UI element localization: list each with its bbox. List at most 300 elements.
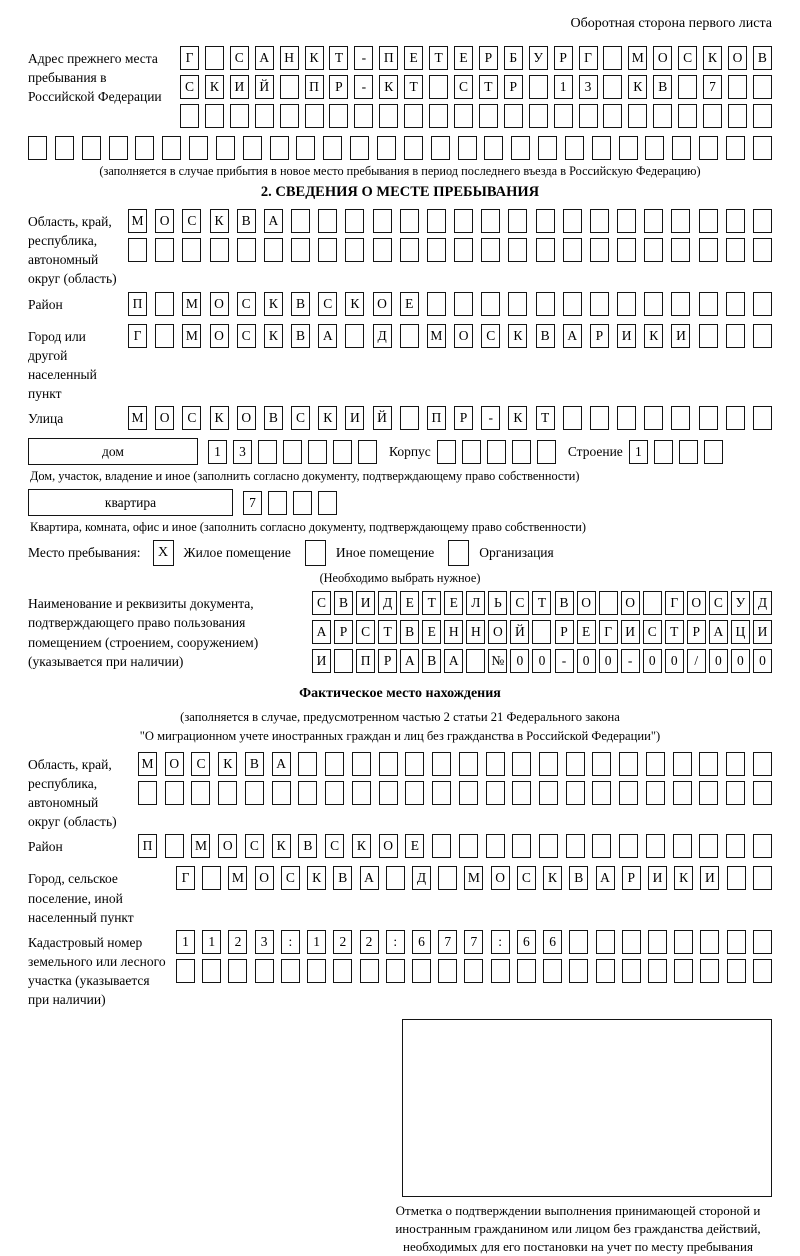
form-cell[interactable]: 0 <box>709 649 728 673</box>
form-cell[interactable]: К <box>674 866 693 890</box>
form-cell[interactable] <box>590 292 609 316</box>
form-cell[interactable] <box>379 781 398 805</box>
form-cell[interactable] <box>165 834 184 858</box>
form-cell[interactable] <box>699 324 718 348</box>
form-cell[interactable] <box>536 209 555 233</box>
form-cell[interactable] <box>255 104 274 128</box>
form-cell[interactable] <box>753 324 772 348</box>
form-cell[interactable] <box>350 136 369 160</box>
form-cell[interactable]: В <box>291 292 310 316</box>
form-cell[interactable]: Е <box>405 834 424 858</box>
form-cell[interactable] <box>481 209 500 233</box>
form-cell[interactable]: Т <box>665 620 684 644</box>
form-cell[interactable] <box>645 136 664 160</box>
form-cell[interactable]: Р <box>479 46 498 70</box>
form-cell[interactable] <box>726 834 745 858</box>
form-cell[interactable]: 1 <box>307 930 326 954</box>
form-cell[interactable] <box>176 959 195 983</box>
form-cell[interactable] <box>753 292 772 316</box>
form-cell[interactable]: 3 <box>579 75 598 99</box>
form-cell[interactable]: М <box>628 46 647 70</box>
form-cell[interactable] <box>753 834 772 858</box>
form-cell[interactable] <box>536 292 555 316</box>
form-cell[interactable]: К <box>318 406 337 430</box>
form-cell[interactable]: Т <box>422 591 441 615</box>
form-cell[interactable] <box>329 104 348 128</box>
form-cell[interactable] <box>753 104 772 128</box>
form-cell[interactable] <box>646 781 665 805</box>
form-cell[interactable] <box>579 104 598 128</box>
form-cell[interactable]: Е <box>454 46 473 70</box>
form-cell[interactable]: В <box>569 866 588 890</box>
form-cell[interactable]: М <box>128 406 147 430</box>
form-cell[interactable]: К <box>307 866 326 890</box>
form-cell[interactable] <box>429 75 448 99</box>
form-cell[interactable] <box>537 440 556 464</box>
form-cell[interactable]: А <box>563 324 582 348</box>
form-cell[interactable] <box>512 834 531 858</box>
form-cell[interactable]: К <box>508 406 527 430</box>
form-cell[interactable] <box>563 209 582 233</box>
form-cell[interactable]: Е <box>422 620 441 644</box>
form-cell[interactable] <box>529 75 548 99</box>
form-cell[interactable] <box>270 136 289 160</box>
form-cell[interactable] <box>727 959 746 983</box>
form-cell[interactable] <box>459 752 478 776</box>
form-cell[interactable] <box>202 959 221 983</box>
form-cell[interactable] <box>412 959 431 983</box>
form-cell[interactable] <box>432 834 451 858</box>
form-cell[interactable]: С <box>678 46 697 70</box>
form-cell[interactable]: К <box>508 324 527 348</box>
form-cell[interactable] <box>205 46 224 70</box>
form-cell[interactable] <box>753 75 772 99</box>
form-cell[interactable] <box>753 959 772 983</box>
form-cell[interactable]: О <box>210 324 229 348</box>
form-cell[interactable] <box>308 440 327 464</box>
form-cell[interactable]: И <box>700 866 719 890</box>
form-cell[interactable] <box>180 104 199 128</box>
form-cell[interactable] <box>318 209 337 233</box>
form-cell[interactable]: У <box>731 591 750 615</box>
form-cell[interactable]: М <box>182 324 201 348</box>
form-cell[interactable] <box>486 781 505 805</box>
form-cell[interactable] <box>678 75 697 99</box>
form-cell[interactable] <box>674 959 693 983</box>
form-cell[interactable]: С <box>510 591 529 615</box>
form-cell[interactable]: Р <box>554 46 573 70</box>
form-cell[interactable] <box>622 930 641 954</box>
form-cell[interactable] <box>291 209 310 233</box>
form-cell[interactable]: А <box>444 649 463 673</box>
form-cell[interactable]: А <box>596 866 615 890</box>
form-cell[interactable]: Р <box>555 620 574 644</box>
form-cell[interactable]: : <box>281 930 300 954</box>
form-cell[interactable] <box>427 292 446 316</box>
form-cell[interactable] <box>569 959 588 983</box>
form-cell[interactable] <box>563 238 582 262</box>
form-cell[interactable]: О <box>621 591 640 615</box>
form-cell[interactable] <box>699 238 718 262</box>
form-cell[interactable] <box>566 752 585 776</box>
form-cell[interactable] <box>703 104 722 128</box>
form-cell[interactable]: К <box>543 866 562 890</box>
form-cell[interactable]: Е <box>577 620 596 644</box>
form-cell[interactable] <box>673 752 692 776</box>
form-cell[interactable] <box>165 781 184 805</box>
form-cell[interactable] <box>454 292 473 316</box>
form-cell[interactable] <box>596 930 615 954</box>
form-cell[interactable]: К <box>272 834 291 858</box>
form-cell[interactable]: Д <box>412 866 431 890</box>
form-cell[interactable]: - <box>481 406 500 430</box>
form-cell[interactable]: К <box>305 46 324 70</box>
form-cell[interactable]: 7 <box>438 930 457 954</box>
form-cell[interactable] <box>592 781 611 805</box>
form-cell[interactable]: Г <box>176 866 195 890</box>
form-cell[interactable] <box>268 491 287 515</box>
form-cell[interactable] <box>352 752 371 776</box>
form-cell[interactable] <box>155 324 174 348</box>
form-cell[interactable]: 0 <box>731 649 750 673</box>
form-cell[interactable] <box>464 959 483 983</box>
form-cell[interactable]: В <box>245 752 264 776</box>
form-cell[interactable] <box>671 406 690 430</box>
form-cell[interactable]: М <box>427 324 446 348</box>
form-cell[interactable] <box>674 930 693 954</box>
form-cell[interactable]: 6 <box>517 930 536 954</box>
form-cell[interactable]: О <box>454 324 473 348</box>
form-cell[interactable]: Р <box>378 649 397 673</box>
form-cell[interactable] <box>272 781 291 805</box>
form-cell[interactable] <box>237 238 256 262</box>
form-cell[interactable]: К <box>644 324 663 348</box>
form-cell[interactable]: Р <box>454 406 473 430</box>
form-cell[interactable]: В <box>237 209 256 233</box>
form-cell[interactable]: О <box>577 591 596 615</box>
form-cell[interactable]: Е <box>400 591 419 615</box>
form-cell[interactable]: С <box>230 46 249 70</box>
form-cell[interactable]: 0 <box>753 649 772 673</box>
checkbox-residential[interactable]: X <box>153 540 174 566</box>
form-cell[interactable]: В <box>291 324 310 348</box>
form-cell[interactable]: Е <box>400 292 419 316</box>
form-cell[interactable] <box>726 781 745 805</box>
form-cell[interactable]: 1 <box>176 930 195 954</box>
form-cell[interactable]: И <box>648 866 667 890</box>
form-cell[interactable]: : <box>491 930 510 954</box>
form-cell[interactable]: С <box>517 866 536 890</box>
form-cell[interactable]: 2 <box>360 930 379 954</box>
form-cell[interactable] <box>671 292 690 316</box>
form-cell[interactable] <box>679 440 698 464</box>
form-cell[interactable] <box>459 781 478 805</box>
form-cell[interactable]: П <box>427 406 446 430</box>
form-cell[interactable] <box>643 591 662 615</box>
form-cell[interactable] <box>617 406 636 430</box>
form-cell[interactable] <box>155 292 174 316</box>
form-cell[interactable]: - <box>354 75 373 99</box>
form-cell[interactable]: И <box>356 591 375 615</box>
form-cell[interactable] <box>592 834 611 858</box>
form-cell[interactable] <box>454 209 473 233</box>
form-cell[interactable] <box>128 238 147 262</box>
form-cell[interactable] <box>333 440 352 464</box>
form-cell[interactable] <box>155 238 174 262</box>
form-cell[interactable] <box>644 406 663 430</box>
form-cell[interactable]: В <box>753 46 772 70</box>
form-cell[interactable]: И <box>753 620 772 644</box>
form-cell[interactable]: С <box>237 324 256 348</box>
form-cell[interactable]: Д <box>373 324 392 348</box>
form-cell[interactable]: В <box>400 620 419 644</box>
form-cell[interactable]: Т <box>378 620 397 644</box>
form-cell[interactable] <box>427 209 446 233</box>
form-cell[interactable]: 0 <box>532 649 551 673</box>
form-cell[interactable] <box>532 620 551 644</box>
form-cell[interactable]: С <box>481 324 500 348</box>
form-cell[interactable] <box>427 238 446 262</box>
form-cell[interactable]: Т <box>329 46 348 70</box>
form-cell[interactable] <box>307 959 326 983</box>
form-cell[interactable]: 2 <box>228 930 247 954</box>
form-cell[interactable] <box>333 959 352 983</box>
form-cell[interactable] <box>379 752 398 776</box>
form-cell[interactable]: 7 <box>464 930 483 954</box>
form-cell[interactable]: М <box>464 866 483 890</box>
form-cell[interactable]: П <box>128 292 147 316</box>
form-cell[interactable] <box>646 834 665 858</box>
form-cell[interactable]: - <box>621 649 640 673</box>
form-cell[interactable] <box>458 136 477 160</box>
form-cell[interactable] <box>617 292 636 316</box>
form-cell[interactable]: С <box>291 406 310 430</box>
form-cell[interactable]: Л <box>466 591 485 615</box>
form-cell[interactable] <box>459 834 478 858</box>
form-cell[interactable]: Г <box>665 591 684 615</box>
form-cell[interactable]: У <box>529 46 548 70</box>
form-cell[interactable]: 6 <box>543 930 562 954</box>
form-cell[interactable]: К <box>703 46 722 70</box>
form-cell[interactable] <box>617 238 636 262</box>
form-cell[interactable]: П <box>305 75 324 99</box>
form-cell[interactable] <box>753 209 772 233</box>
form-cell[interactable] <box>753 781 772 805</box>
form-cell[interactable] <box>479 104 498 128</box>
form-cell[interactable]: О <box>379 834 398 858</box>
form-cell[interactable] <box>617 209 636 233</box>
form-cell[interactable] <box>438 866 457 890</box>
form-cell[interactable] <box>673 781 692 805</box>
form-cell[interactable]: К <box>210 406 229 430</box>
form-cell[interactable]: И <box>345 406 364 430</box>
form-cell[interactable]: О <box>728 46 747 70</box>
form-cell[interactable]: - <box>354 46 373 70</box>
form-cell[interactable]: Д <box>378 591 397 615</box>
form-cell[interactable]: П <box>356 649 375 673</box>
form-cell[interactable] <box>486 752 505 776</box>
form-cell[interactable] <box>753 866 772 890</box>
form-cell[interactable] <box>283 440 302 464</box>
form-cell[interactable] <box>296 136 315 160</box>
form-cell[interactable] <box>162 136 181 160</box>
form-cell[interactable]: 0 <box>510 649 529 673</box>
form-cell[interactable]: Й <box>255 75 274 99</box>
form-cell[interactable] <box>462 440 481 464</box>
form-cell[interactable] <box>512 440 531 464</box>
form-cell[interactable] <box>699 292 718 316</box>
form-cell[interactable]: 0 <box>599 649 618 673</box>
form-cell[interactable] <box>726 209 745 233</box>
form-cell[interactable]: Д <box>753 591 772 615</box>
form-cell[interactable] <box>592 136 611 160</box>
form-cell[interactable] <box>536 238 555 262</box>
form-cell[interactable] <box>82 136 101 160</box>
form-cell[interactable]: П <box>138 834 157 858</box>
form-cell[interactable] <box>205 104 224 128</box>
form-cell[interactable] <box>454 238 473 262</box>
form-cell[interactable]: В <box>536 324 555 348</box>
form-cell[interactable]: Ь <box>488 591 507 615</box>
form-cell[interactable]: И <box>617 324 636 348</box>
form-cell[interactable]: Г <box>579 46 598 70</box>
form-cell[interactable] <box>673 834 692 858</box>
form-cell[interactable] <box>699 406 718 430</box>
form-cell[interactable] <box>481 238 500 262</box>
form-cell[interactable] <box>437 440 456 464</box>
form-cell[interactable] <box>504 104 523 128</box>
form-cell[interactable] <box>210 238 229 262</box>
form-cell[interactable] <box>182 238 201 262</box>
form-cell[interactable] <box>644 209 663 233</box>
form-cell[interactable] <box>753 752 772 776</box>
form-cell[interactable] <box>255 959 274 983</box>
form-cell[interactable] <box>293 491 312 515</box>
form-cell[interactable] <box>281 959 300 983</box>
form-cell[interactable] <box>487 440 506 464</box>
form-cell[interactable]: О <box>210 292 229 316</box>
form-cell[interactable]: Т <box>404 75 423 99</box>
form-cell[interactable]: 2 <box>333 930 352 954</box>
form-cell[interactable]: С <box>182 209 201 233</box>
form-cell[interactable]: С <box>281 866 300 890</box>
form-cell[interactable] <box>592 752 611 776</box>
form-cell[interactable] <box>109 136 128 160</box>
form-cell[interactable]: М <box>128 209 147 233</box>
form-cell[interactable] <box>678 104 697 128</box>
form-cell[interactable]: А <box>400 649 419 673</box>
form-cell[interactable] <box>622 959 641 983</box>
form-cell[interactable]: Ц <box>731 620 750 644</box>
form-cell[interactable] <box>508 292 527 316</box>
form-cell[interactable] <box>727 930 746 954</box>
form-cell[interactable] <box>563 292 582 316</box>
form-cell[interactable]: К <box>218 752 237 776</box>
form-cell[interactable] <box>619 781 638 805</box>
form-cell[interactable] <box>377 136 396 160</box>
form-cell[interactable]: Т <box>536 406 555 430</box>
form-cell[interactable] <box>699 781 718 805</box>
form-cell[interactable] <box>700 959 719 983</box>
form-cell[interactable] <box>726 752 745 776</box>
form-cell[interactable] <box>318 238 337 262</box>
form-cell[interactable]: В <box>264 406 283 430</box>
form-cell[interactable] <box>360 959 379 983</box>
form-cell[interactable] <box>189 136 208 160</box>
form-cell[interactable] <box>753 930 772 954</box>
form-cell[interactable] <box>228 959 247 983</box>
form-cell[interactable]: С <box>454 75 473 99</box>
form-cell[interactable]: Е <box>404 46 423 70</box>
form-cell[interactable]: 7 <box>703 75 722 99</box>
form-cell[interactable] <box>728 104 747 128</box>
form-cell[interactable] <box>216 136 235 160</box>
form-cell[interactable] <box>298 752 317 776</box>
form-cell[interactable]: Р <box>329 75 348 99</box>
form-cell[interactable] <box>539 834 558 858</box>
form-cell[interactable] <box>454 104 473 128</box>
form-cell[interactable] <box>726 324 745 348</box>
form-cell[interactable] <box>386 959 405 983</box>
form-cell[interactable]: М <box>138 752 157 776</box>
form-cell[interactable] <box>590 406 609 430</box>
form-cell[interactable]: 7 <box>243 491 262 515</box>
form-cell[interactable] <box>648 930 667 954</box>
form-cell[interactable]: С <box>191 752 210 776</box>
form-cell[interactable] <box>373 238 392 262</box>
form-cell[interactable] <box>728 75 747 99</box>
form-cell[interactable] <box>508 238 527 262</box>
form-cell[interactable]: С <box>325 834 344 858</box>
form-cell[interactable] <box>619 752 638 776</box>
form-cell[interactable] <box>699 834 718 858</box>
form-cell[interactable] <box>603 75 622 99</box>
form-cell[interactable]: Р <box>504 75 523 99</box>
form-cell[interactable] <box>400 324 419 348</box>
form-cell[interactable]: Е <box>444 591 463 615</box>
form-cell[interactable]: М <box>228 866 247 890</box>
form-cell[interactable]: - <box>555 649 574 673</box>
form-cell[interactable] <box>354 104 373 128</box>
form-cell[interactable] <box>704 440 723 464</box>
form-cell[interactable]: О <box>165 752 184 776</box>
form-cell[interactable]: 6 <box>412 930 431 954</box>
form-cell[interactable]: В <box>333 866 352 890</box>
form-cell[interactable] <box>566 781 585 805</box>
form-cell[interactable] <box>245 781 264 805</box>
form-cell[interactable] <box>726 238 745 262</box>
form-cell[interactable]: № <box>488 649 507 673</box>
form-cell[interactable]: В <box>334 591 353 615</box>
form-cell[interactable]: Н <box>466 620 485 644</box>
form-cell[interactable]: И <box>312 649 331 673</box>
form-cell[interactable] <box>672 136 691 160</box>
form-cell[interactable]: А <box>272 752 291 776</box>
form-cell[interactable]: Й <box>373 406 392 430</box>
form-cell[interactable] <box>539 752 558 776</box>
form-cell[interactable]: К <box>379 75 398 99</box>
form-cell[interactable] <box>135 136 154 160</box>
form-cell[interactable] <box>280 75 299 99</box>
form-cell[interactable] <box>699 136 718 160</box>
form-cell[interactable] <box>753 136 772 160</box>
form-cell[interactable]: С <box>312 591 331 615</box>
form-cell[interactable]: О <box>155 209 174 233</box>
form-cell[interactable] <box>291 238 310 262</box>
form-cell[interactable]: Т <box>429 46 448 70</box>
form-cell[interactable] <box>753 406 772 430</box>
form-cell[interactable] <box>298 781 317 805</box>
